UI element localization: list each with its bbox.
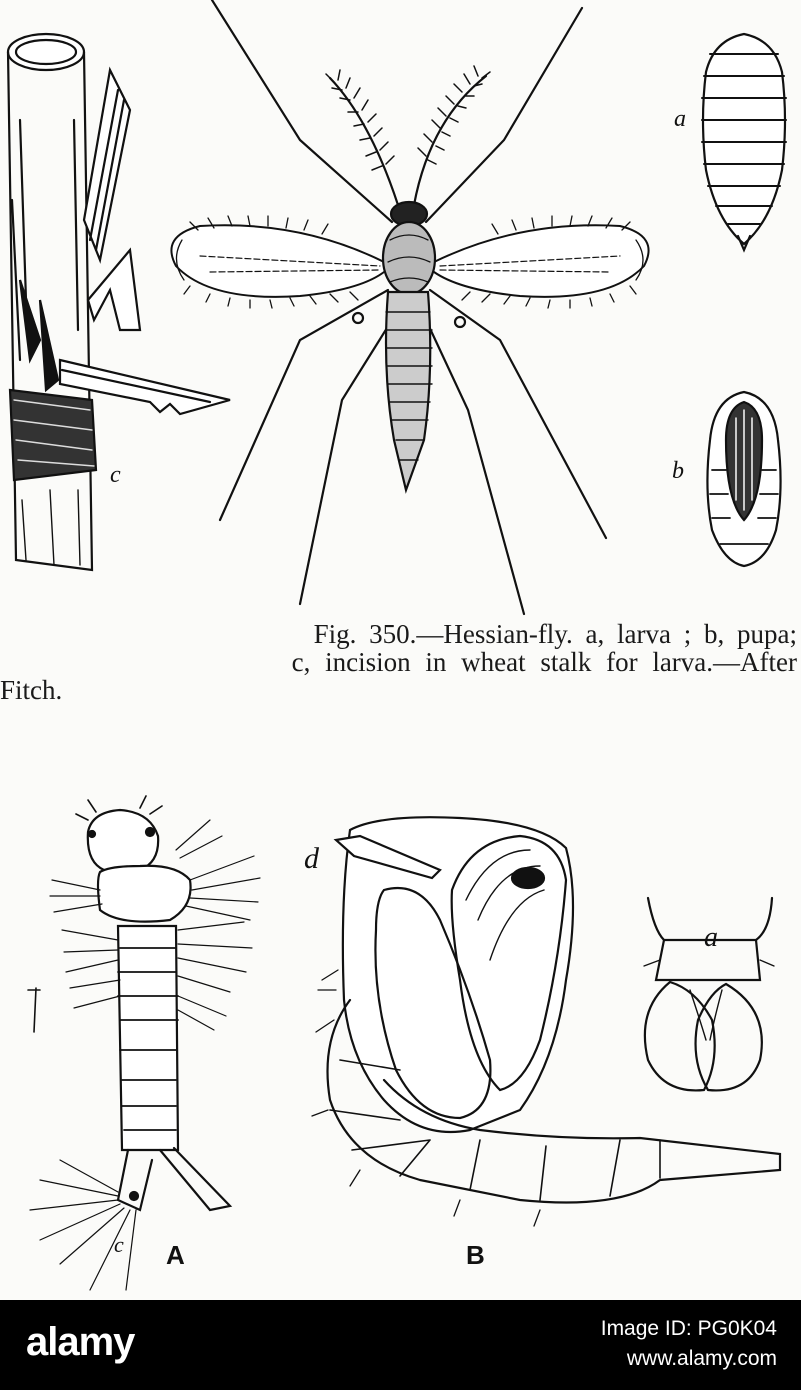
label-B: B	[466, 1240, 485, 1270]
image-reference	[601, 1314, 777, 1374]
label-top-a: a	[674, 106, 686, 132]
label-bottom-a: a	[704, 922, 718, 953]
image-id-text: Image ID: PG0K04	[600, 1317, 777, 1340]
label-bottom-d: d	[304, 842, 319, 875]
mosquito-larva-illustration	[28, 796, 260, 1290]
site-url-link[interactable]: www.alamy.com	[626, 1347, 777, 1370]
watermark-footer	[0, 1300, 801, 1390]
mosquito-pupa-illustration	[312, 817, 780, 1226]
caption-line-2: c, incision in wheat stalk for larva.—After	[291, 647, 797, 677]
figure-caption	[0, 620, 801, 704]
label-top-b: b	[672, 458, 684, 484]
larva-illustration	[702, 34, 786, 250]
hessian-fly-adult-illustration	[171, 0, 648, 614]
wheat-stalk-illustration	[8, 34, 230, 570]
caption-line-3: Fitch.	[0, 675, 63, 705]
label-top-c: c	[110, 462, 121, 488]
label-bottom-c: c	[114, 1232, 124, 1257]
alamy-logo[interactable]: alamy	[26, 1320, 135, 1364]
pupa-illustration	[707, 392, 780, 566]
label-A: A	[166, 1240, 185, 1270]
caption-line-1: Fig. 350.—Hessian-fly. a, larva ; b, pupa;	[313, 619, 797, 649]
